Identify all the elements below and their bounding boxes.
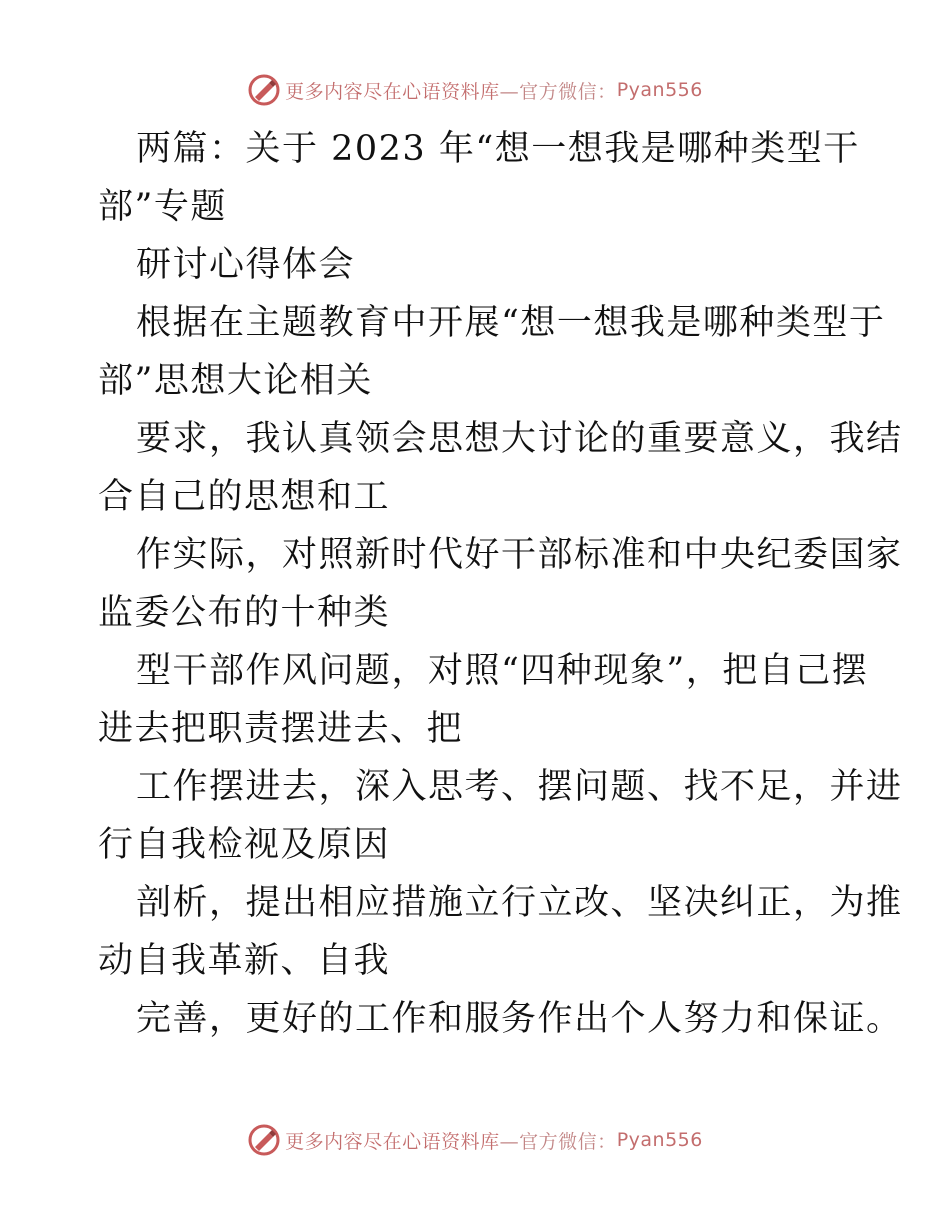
watermark-wechat-id: Pyan556: [616, 1129, 703, 1151]
doc-line: 研讨心得体会: [136, 245, 356, 285]
pen-logo-icon: [247, 73, 281, 107]
doc-line: 进去把职责摆进去、把: [98, 709, 464, 749]
doc-line: 工作摆进去，深入思考、摆问题、找不足，并进: [136, 767, 903, 807]
doc-line: 型干部作风问题，对照“四种现象”，把自己摆: [136, 651, 869, 691]
watermark-separator: —官方微信：: [499, 1130, 617, 1153]
doc-line: 部”思想大论相关: [98, 361, 373, 401]
watermark-main-text: 更多内容尽在心语资料库: [285, 80, 500, 103]
doc-line: 监委公布的十种类: [98, 593, 391, 633]
header-watermark: [0, 70, 950, 110]
doc-line: 合自己的思想和工: [98, 477, 391, 517]
footer-watermark: [0, 1120, 950, 1160]
doc-line: 要求，我认真领会思想大讨论的重要意义，我结: [136, 419, 903, 459]
doc-line: 两篇：关于 2023 年“想一想我是哪种类型干: [136, 129, 860, 169]
watermark-separator: —官方微信：: [499, 80, 617, 103]
doc-line: 完善，更好的工作和服务作出个人努力和保证。: [136, 999, 903, 1039]
document-body: [98, 120, 903, 1048]
watermark-wechat-id: Pyan556: [616, 79, 703, 101]
doc-line: 作实际，对照新时代好干部标准和中央纪委国家: [136, 535, 903, 575]
doc-line: 剖析，提出相应措施立行立改、坚决纠正，为推: [136, 883, 903, 923]
doc-line: 动自我革新、自我: [98, 941, 391, 981]
watermark-main-text: 更多内容尽在心语资料库: [285, 1130, 500, 1153]
doc-line: 行自我检视及原因: [98, 825, 391, 865]
doc-line: 根据在主题教育中开展“想一想我是哪种类型于: [136, 303, 886, 343]
doc-line: 部”专题: [98, 187, 227, 227]
pen-logo-icon: [247, 1123, 281, 1157]
